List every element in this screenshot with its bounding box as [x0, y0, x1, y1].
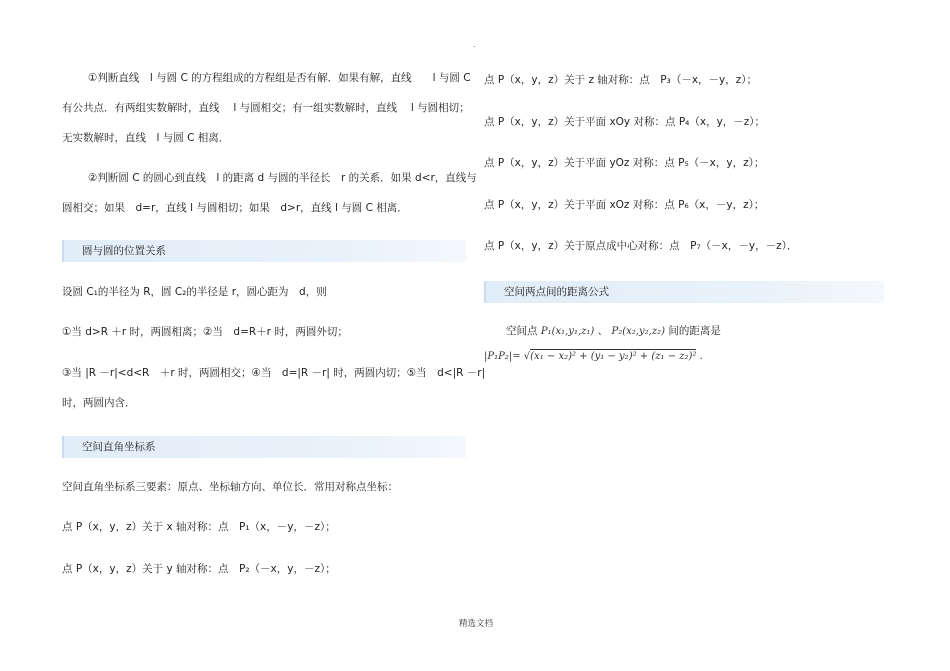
formula-end: .	[699, 351, 703, 362]
symmetry-line: 点 P（x，y，z）关于平面 yOz 对称：点 P₅（－x，y，z）；	[484, 157, 765, 169]
distance-intro	[506, 325, 721, 338]
distance-prefix: 空间点	[506, 325, 538, 337]
sqrt-icon: √	[523, 351, 531, 362]
formula-lhs: |P₁P₂|=	[484, 351, 521, 362]
paragraph-line: ③当 |R －r|<d<R ＋r 时，两圆相交；④当 d=|R －r| 时，两圆内切；⑤当 d<|R －r|	[62, 367, 486, 379]
point-p2-label: P₂(x₂,y₂,z₂)	[611, 326, 665, 337]
paragraph-line: 设圆 C₁的半径为 R，圆 C₂的半径是 r，圆心距为 d，则	[62, 286, 327, 298]
point-p1-label: P₁(x₁,y₁,z₁)	[540, 326, 595, 337]
paragraph-line: ②判断圆 C 的圆心到直线 l 的距离 d 与圆的半径长 r 的关系．如果 d<r，直线与	[88, 172, 477, 184]
section-heading-circles: 圆与圆的位置关系	[62, 240, 466, 262]
separator: 、	[597, 325, 609, 337]
section-heading-coordinates: 空间直角坐标系	[62, 436, 466, 458]
symmetry-line: 点 P（x，y，z）关于平面 xOy 对称：点 P₄（x，y，－z）；	[484, 116, 766, 128]
symmetry-line: 点 P（x，y，z）关于平面 xOz 对称：点 P₆（x，－y，z）；	[484, 199, 765, 211]
symmetry-line: 点 P（x，y，z）关于原点成中心对称：点 P₇（－x，－y，－z）．	[484, 240, 798, 252]
paragraph-line: 无实数解时，直线 l 与圆 C 相离．	[62, 132, 230, 144]
symmetry-line: 点 P（x，y，z）关于 y 轴对称：点 P₂（－x，y，－z）；	[62, 563, 336, 575]
top-mark: .	[473, 40, 476, 49]
footer-label: 精选文档	[459, 619, 494, 629]
paragraph-line: ①当 d>R ＋r 时，两圆相离；②当 d=R＋r 时，两圆外切；	[62, 326, 348, 338]
symmetry-line: 点 P（x，y，z）关于 x 轴对称：点 P₁（x，－y，－z）；	[62, 521, 336, 533]
paragraph-line: ①判断直线 l 与圆 C 的方程组成的方程组是否有解．如果有解，直线 l 与圆 C	[88, 72, 471, 84]
paragraph-line: 空间直角坐标系三要素：原点、坐标轴方向、单位长．常用对称点坐标：	[62, 481, 398, 493]
distance-formula	[484, 351, 703, 362]
paragraph-line: 圆相交；如果 d=r，直线 l 与圆相切；如果 d>r，直线 l 与圆 C 相离．	[62, 202, 408, 214]
distance-suffix: 间的距离是	[668, 325, 721, 337]
symmetry-line: 点 P（x，y，z）关于 z 轴对称：点 P₃（－x，－y，z）；	[484, 74, 758, 86]
section-heading-distance: 空间两点间的距离公式	[484, 281, 884, 303]
formula-radicand: (x₁ − x₂)² + (y₁ − y₂)² + (z₁ − z₂)²	[530, 351, 697, 362]
paragraph-line: 时，两圆内含．	[62, 397, 136, 409]
paragraph-line: 有公共点．有两组实数解时，直线 l 与圆相交；有一组实数解时，直线 l 与圆相切；	[62, 102, 470, 114]
